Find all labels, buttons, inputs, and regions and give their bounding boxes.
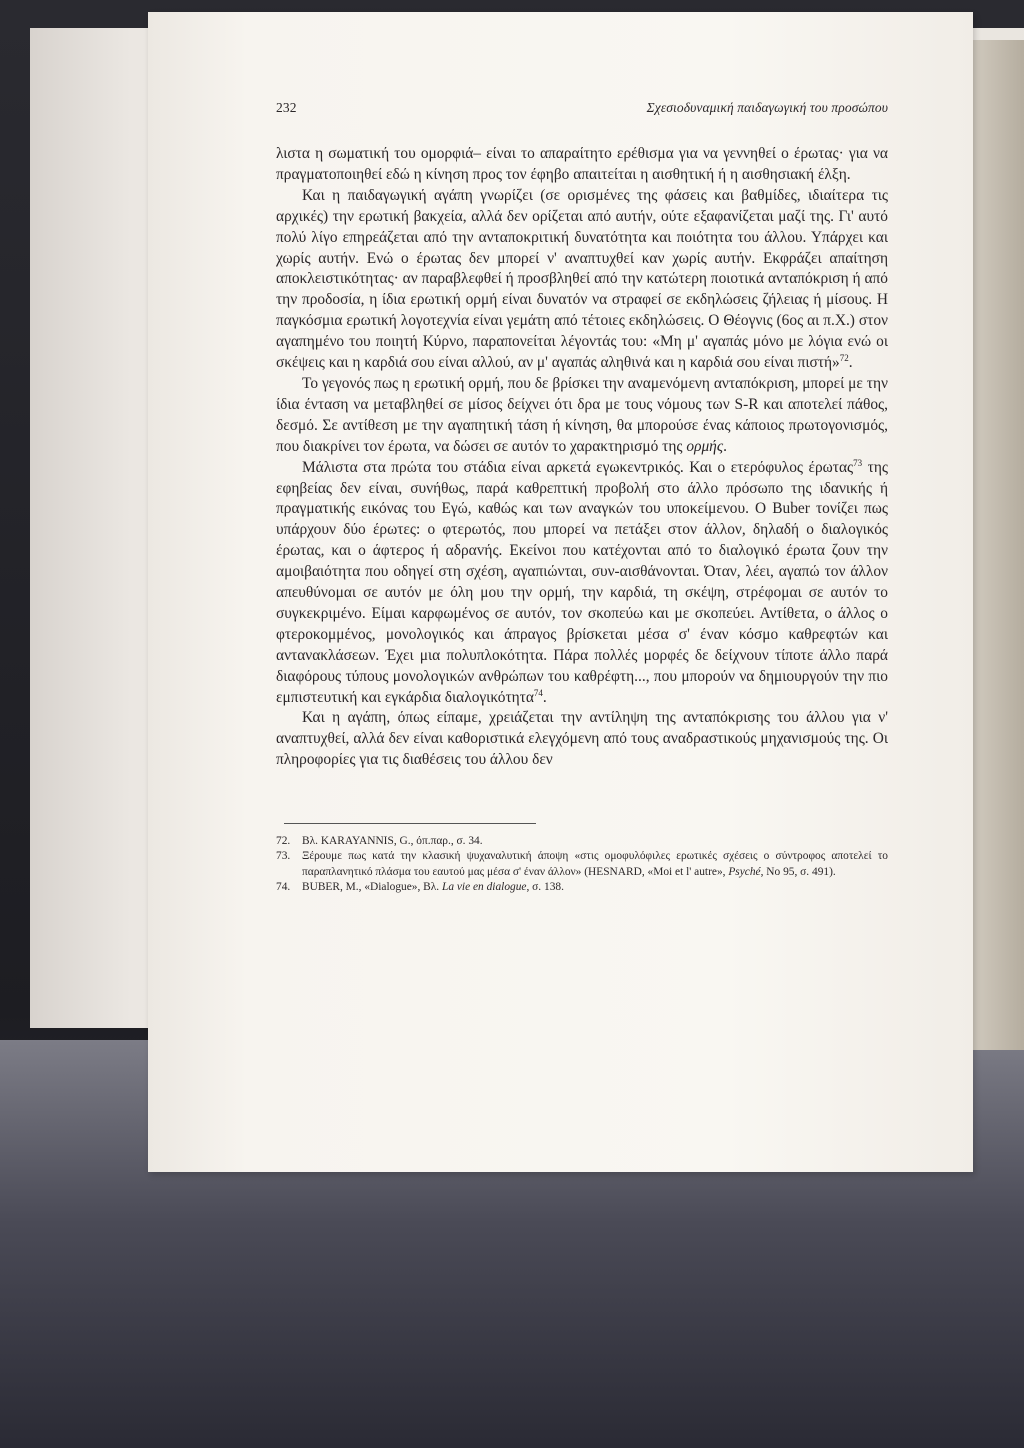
footnote-number: 73. xyxy=(276,850,291,863)
paragraph-2-end: . xyxy=(848,354,853,372)
paragraph-4-text-a: Μάλιστα στα πρώτα του στάδια είναι αρκετά εγωκεντρικός. Και ο ετερόφυλος έρωτας xyxy=(302,458,854,476)
footnote-73 xyxy=(276,849,888,879)
footnote-separator xyxy=(284,823,536,824)
footnote-number: 74. xyxy=(276,880,291,893)
body-text xyxy=(276,144,888,771)
page-header xyxy=(276,100,888,116)
footnote-72 xyxy=(276,834,888,849)
paragraph-4-text-b: της εφηβείας δεν είναι, συνήθως, παρά καθρεπτική προβολή στο άλλο πρόσωπο της ιδανικής ή πραγματικής εικόνας του Εγώ, καθώς και των αναγκών του υποκείμενου. Ο Buber τονίζει πως υπάρχουν δύο έρωτες: ο φτερωτός, που μπορεί να πετάξει στον άλλον, δηλαδή ο διαλογικός έρωτας, και ο άφτερος ή αδραvής. Εκείνοι που κατέχονται από το διαλογικό έρωτα ζουν την αμοιβαιότητα που οδηγεί στη σχέση, αγαπιώνται, συν-αισθάνονται. Όταν, λέει, αγαπώ τον άλλον απευθύνομαι σε αυτόν με όλη μου την ορμή, την καρδιά, τη σκέψη, στρέφομαι σε αυτόν το συγκεκριμένο. Είμαι καρφωμένος σε αυτόν, τον σκοπεύω και με σκοπεύει. Αντίθετα, ο άλλος ο φτεροκομμένος, μονολογικός και άπραγος βρίσκεται μέσα σ' έναν κόσμο καθρεφτών και αντανακλάσεων. Έχει μια πολυπλοκότητα. Πάρα πολλές μορφές δε δείχνουν τίποτε άλλο παρά διαφόρους τύπους μονολογικών ανθρώπων του καθρέφτη..., που μπορούν να δημιουργούν την πιο εμπιστευτική και εγκάρδια διαλογικότητα xyxy=(276,458,888,706)
footnote-ref-73: 73 xyxy=(853,457,863,468)
paragraph-3-emphasis: ορμής xyxy=(686,437,724,455)
paragraph-3-text: Το γεγονός πως η ερωτική ορμή, που δε βρίσκει την αναμενόμενη ανταπόκριση, μπορεί με την ίδια ένταση να μεταβληθεί σε μίσος δείχνει ότι δρα με τους νόμους των S-R και αποτελεί πάθος, δεσμό. Σε αντίθεση με την αγαπητική τάση ή κίνηση, θα μπορούσε ένας κάποιος πρωτογονισμός, που διακρίνει τον έρωτα, να δώσει σε αυτόν το χαρακτηρισμό της xyxy=(276,374,888,455)
footnote-text xyxy=(302,880,888,895)
footnotes xyxy=(276,834,888,895)
paragraph-5: Και η αγάπη, όπως είπαμε, χρειάζεται την αντίληψη της ανταπόκρισης του άλλου για ν' αναπτυχθεί, αλλά δεν είναι καθοριστικά ελεγχόμενη από τους αναδραστικούς μηχανισμούς της. Οι πληροφορίες για τις διαθέσεις του άλλου δεν xyxy=(276,709,888,769)
footnote-text-part: BUBER, M., «Dialogue», Βλ. xyxy=(302,880,442,893)
footnote-text-part: , No 95, σ. 491). xyxy=(760,865,836,878)
paragraph-4-end: . xyxy=(542,688,547,706)
paragraph-3-end: . xyxy=(723,437,727,455)
footnote-74 xyxy=(276,880,888,895)
footnote-text: Βλ. KARAYANNIS, G., όπ.παρ., σ. 34. xyxy=(302,835,483,848)
footnote-book-title: La vie en dialogue xyxy=(442,880,527,893)
page-number: 232 xyxy=(276,100,297,115)
paragraph-1: λιστα η σωματική του ομορφιά– είναι το απαραίτητο ερέθισμα για να γεννηθεί ο έρωτας· για να πραγματοποιηθεί εδώ η κίνηση προς τον έφηβο απαιτείται η αισθητική ή η αισθησιακή έλξη. xyxy=(276,145,888,183)
footnote-text-part: , σ. 138. xyxy=(526,880,564,893)
footnote-ref-72: 72 xyxy=(839,353,849,364)
paragraph-2-text: Και η παιδαγωγική αγάπη γνωρίζει (σε ορισμένες της φάσεις και βαθμίδες, ιδιαίτερα τις αρχικές) την ερωτική βακχεία, αλλά δεν ορίζεται από αυτήν, ούτε εξαφανίζεται μαζί της. Γι' αυτό πολύ λίγο επηρεάζεται από την ανταποκριτική δυνατότητα και ποιότητα του άλλου. Υπάρχει και χωρίς αυτήν. Ενώ ο έρωτας δεν μπορεί ν' αναπτυχθεί καν χωρίς αυτήν. Εκφράζει απαίτηση αποκλειστικότητας· αν παραβλεφθεί ή προσβληθεί από την κατώτερη ποιοτικά ανταπόκριση ή από την προδοσία, η ίδια ερωτική ορμή είναι δυνατόν να στραφεί σε εκδηλώσεις ζήλειας ή μίσους. Η παγκόσμια ερωτική λογοτεχνία είναι γεμάτη από τέτοιες εκδηλώσεις. Ο Θέογνις (6ος αι π.Χ.) στον αγαπημένο του ποιητή Κύρνο, παραπονείται λέγοντάς του: «Μη μ' αγαπάς μόνο με λόγια ενώ οι σκέψεις και η καρδιά σου είναι αλλού, αν μ' αγαπάς αληθινά και η καρδιά σου είναι πιστή» xyxy=(276,186,888,372)
footnote-ref-74: 74 xyxy=(533,687,543,698)
footnote-text-part: Ξέρουμε πως κατά την κλασική ψυχαναλυτική άποψη «στις ομοφυλόφιλες ερωτικές σχέσεις ο σύντροφος αποτελεί το παραπλανητικό πλάσμα του εαυτού μας μέσα σ' έναν άλλον» (HESNARD, «Moi et l' autre», xyxy=(302,850,888,878)
running-title: Σχεσιοδυναμική παιδαγωγική του προσώπου xyxy=(646,100,888,115)
paragraph-2 xyxy=(276,186,888,374)
page-content xyxy=(276,100,888,895)
footnote-journal-title: Psyché xyxy=(728,865,761,878)
paragraph-4 xyxy=(276,458,888,709)
paragraph-3 xyxy=(276,374,888,458)
footnote-number: 72. xyxy=(276,835,291,848)
footnote-text xyxy=(302,849,888,879)
